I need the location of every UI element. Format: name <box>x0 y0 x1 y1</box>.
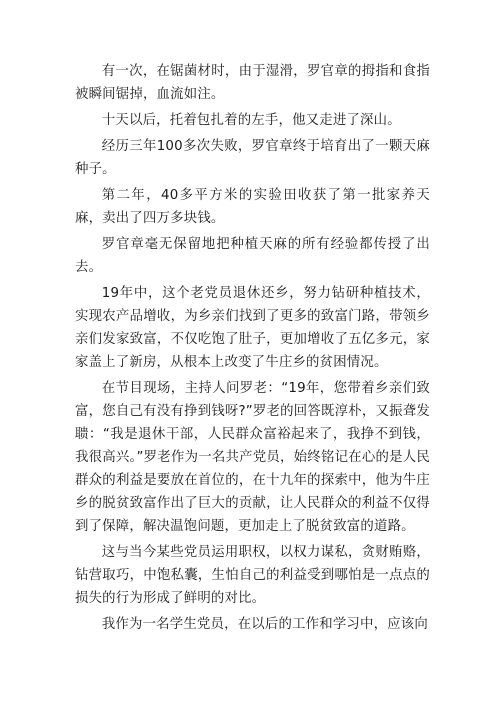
paragraph: 19年中，这个老党员退休还乡，努力钻研种植技术，实现农产品增收，为乡亲们找到了更多的致富门路，带领乡亲们发家致富，不仅吃饱了肚子，更加增收了五亿多元，家家盖上了新房，从根本上改变了牛庄乡的贫困情况。 <box>75 286 430 370</box>
paragraph: 十天以后，托着包扎着的左手，他又走进了深山。 <box>101 113 401 128</box>
document-body <box>75 60 430 639</box>
paragraph: 这与当今某些党员运用职权，以权力谋私，贪财贿赂，钻营取巧，中饱私囊，生怕自己的利益受到哪怕是一点点的损失的行为形成了鲜明的对比。 <box>75 545 430 606</box>
paragraph: 罗官章毫无保留地把种植天麻的所有经验都传授了出去。 <box>75 237 430 275</box>
paragraph: 有一次，在锯菌材时，由于湿滑，罗官章的拇指和食指被瞬间锯掉，血流如注。 <box>75 64 430 102</box>
paragraph: 在节目现场，主持人问罗老：“19年，您带着乡亲们致富，您自己有没有挣到钱呀?”罗老的回答既淳朴，又振聋发聩：“我是退休干部，人民群众富裕起来了，我挣不到钱，我很高兴。”罗老作为一名共产党员，始终铭记在心的是人民群众的利益是要放在首位的，在十九年的探索中，他为牛庄乡的脱贫致富作出了巨大的贡献，让人民群众的利益不仅得到了保障，解决温饱问题，更加走上了脱贫致富的道路。 <box>75 381 430 534</box>
paragraph: 第二年，40多平方米的实验田收获了第一批家养天麻，卖出了四万多块钱。 <box>75 188 430 226</box>
paragraph: 我作为一名学生党员，在以后的工作和学习中，应该向 <box>101 617 428 632</box>
paragraph: 经历三年100多次失败，罗官章终于培育出了一颗天麻种子。 <box>75 139 430 177</box>
